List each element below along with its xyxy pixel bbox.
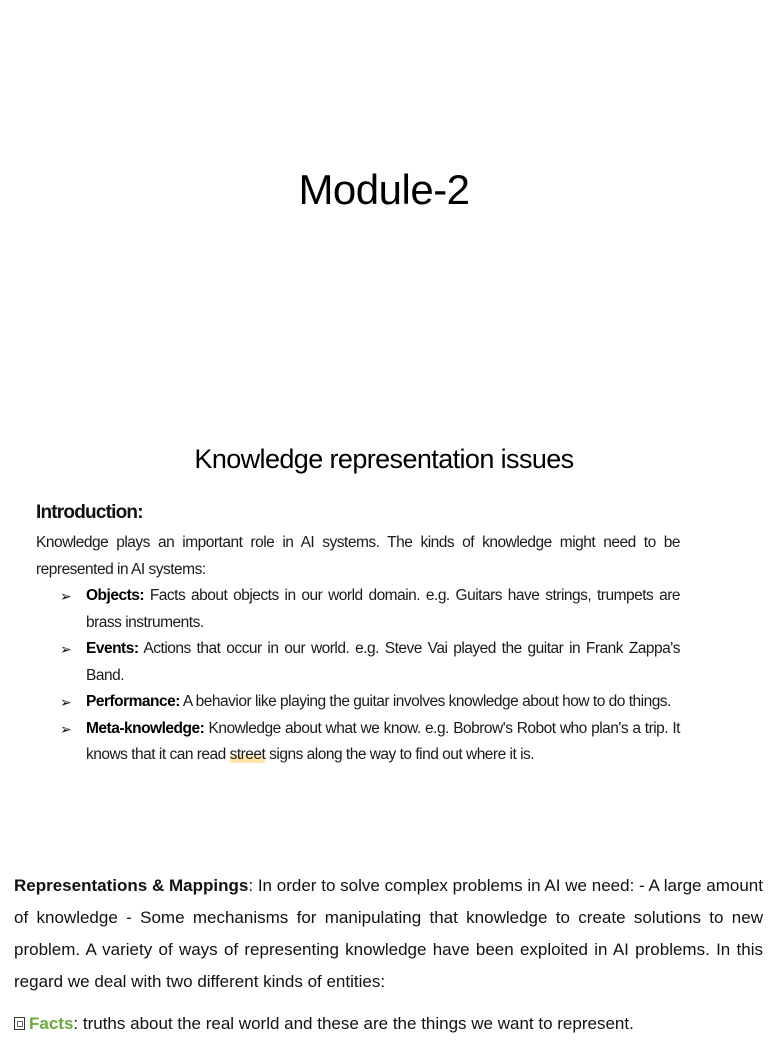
list-item-objects [36,583,680,636]
representations-text: : In order to solve complex problems in AI we need: - A large amount of knowledge - Some mechanisms for manipulating that knowledge to create solutions to new problem. A variety of ways of representing knowledge have been exploited in AI problems. In this regard we deal with two different kinds of entities: [14,876,763,991]
kind-term: Performance: [86,693,180,710]
highlighted-word: street [229,746,266,763]
introduction-text: Knowledge plays an important role in AI systems. The kinds of knowledge might need to be represented in AI systems: [36,534,680,578]
kind-term: Meta-knowledge: [86,719,205,737]
list-item-events [36,636,680,689]
arrow-bullet-icon: ➢ [60,694,72,710]
kind-description: Knowledge about what we know. e.g. Bobrow's Robot who plan's a trip. It knows that it can read [86,719,680,763]
kind-term: Events: [86,640,139,657]
list-item-performance [36,689,680,716]
kind-description: Actions that occur in our world. e.g. Steve Vai played the guitar in Frank Zappa's Band. [86,640,680,684]
kind-description: A behavior like playing the guitar involves knowledge about how to do things. [179,693,671,710]
introduction-heading: Introduction: [36,502,143,523]
arrow-bullet-icon: ➢ [60,720,72,737]
section-title: Knowledge representation issues [194,444,574,474]
representations-paragraph [14,870,763,998]
introduction-section [36,502,680,769]
module-title: Module-2 [298,166,470,213]
facts-text: : truths about the real world and these are the things we want to represent. [73,1014,634,1033]
facts-term: Facts [29,1014,74,1033]
kind-term: Objects: [86,587,145,604]
knowledge-kinds-list [36,583,680,769]
kind-description: Facts about objects in our world domain. e.g. Guitars have strings, trumpets are brass instruments. [86,587,680,631]
representations-term: Representations & Mappings [14,876,249,895]
arrow-bullet-icon: ➢ [60,641,72,657]
list-item-meta-knowledge [36,716,680,769]
kind-description-end: signs along the way to find out where it is. [265,746,535,763]
arrow-bullet-icon: ➢ [60,588,72,604]
facts-item [14,1008,763,1040]
